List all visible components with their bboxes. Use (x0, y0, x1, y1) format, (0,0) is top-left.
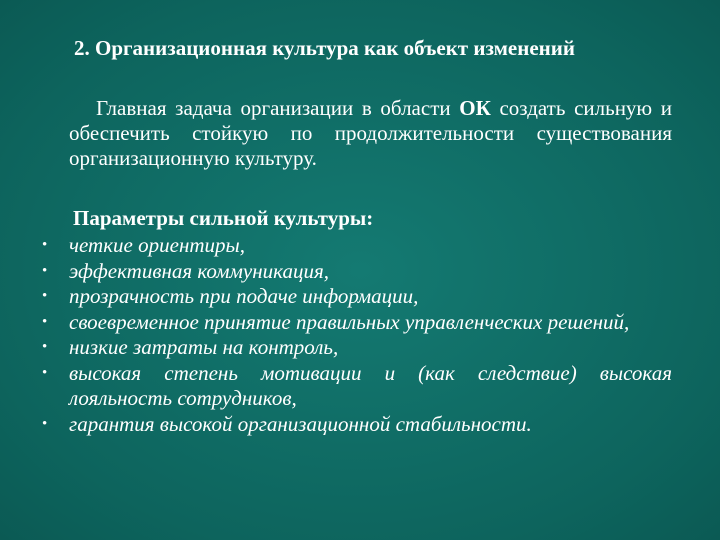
bullet-icon: • (42, 364, 48, 381)
list-item-text: гарантия высокой организационной стабильности. (69, 411, 532, 436)
list-item (42, 284, 672, 310)
lead-paragraph (69, 96, 672, 171)
list-item-text: четкие ориентиры, (69, 233, 245, 257)
params-list (42, 233, 672, 437)
list-item (42, 412, 672, 438)
list-item (42, 361, 672, 412)
bullet-icon: • (42, 237, 48, 253)
list-item (42, 310, 672, 336)
list-item-text: прозрачность при подаче информации, (69, 284, 419, 308)
params-heading: Параметры сильной культуры: (73, 206, 374, 230)
lead-rest: создать сильную и обеспечить стойкую по продолжительности существования организационную культуру. (69, 96, 673, 170)
lead-intro: Главная задача организации в области (96, 96, 460, 120)
slide-title: 2. Организационная культура как объект изменений (74, 36, 575, 60)
list-item-text: высокая степень мотивации и (как следствие) высокая лояльность сотрудников, (69, 360, 672, 410)
bullet-icon: • (42, 415, 48, 432)
bullet-icon: • (42, 313, 48, 330)
list-item-text: своевременное принятие правильных управленческих решений, (69, 309, 630, 334)
bullet-icon: • (42, 288, 48, 304)
bullet-icon: • (42, 339, 48, 355)
list-item-text: эффективная коммуникация, (69, 258, 329, 283)
bullet-icon: • (42, 262, 48, 279)
list-item (42, 259, 672, 285)
list-item-text: низкие затраты на контроль, (69, 335, 339, 359)
list-item (42, 233, 672, 259)
list-item (42, 335, 672, 361)
lead-bold-term: ОК (459, 96, 491, 120)
